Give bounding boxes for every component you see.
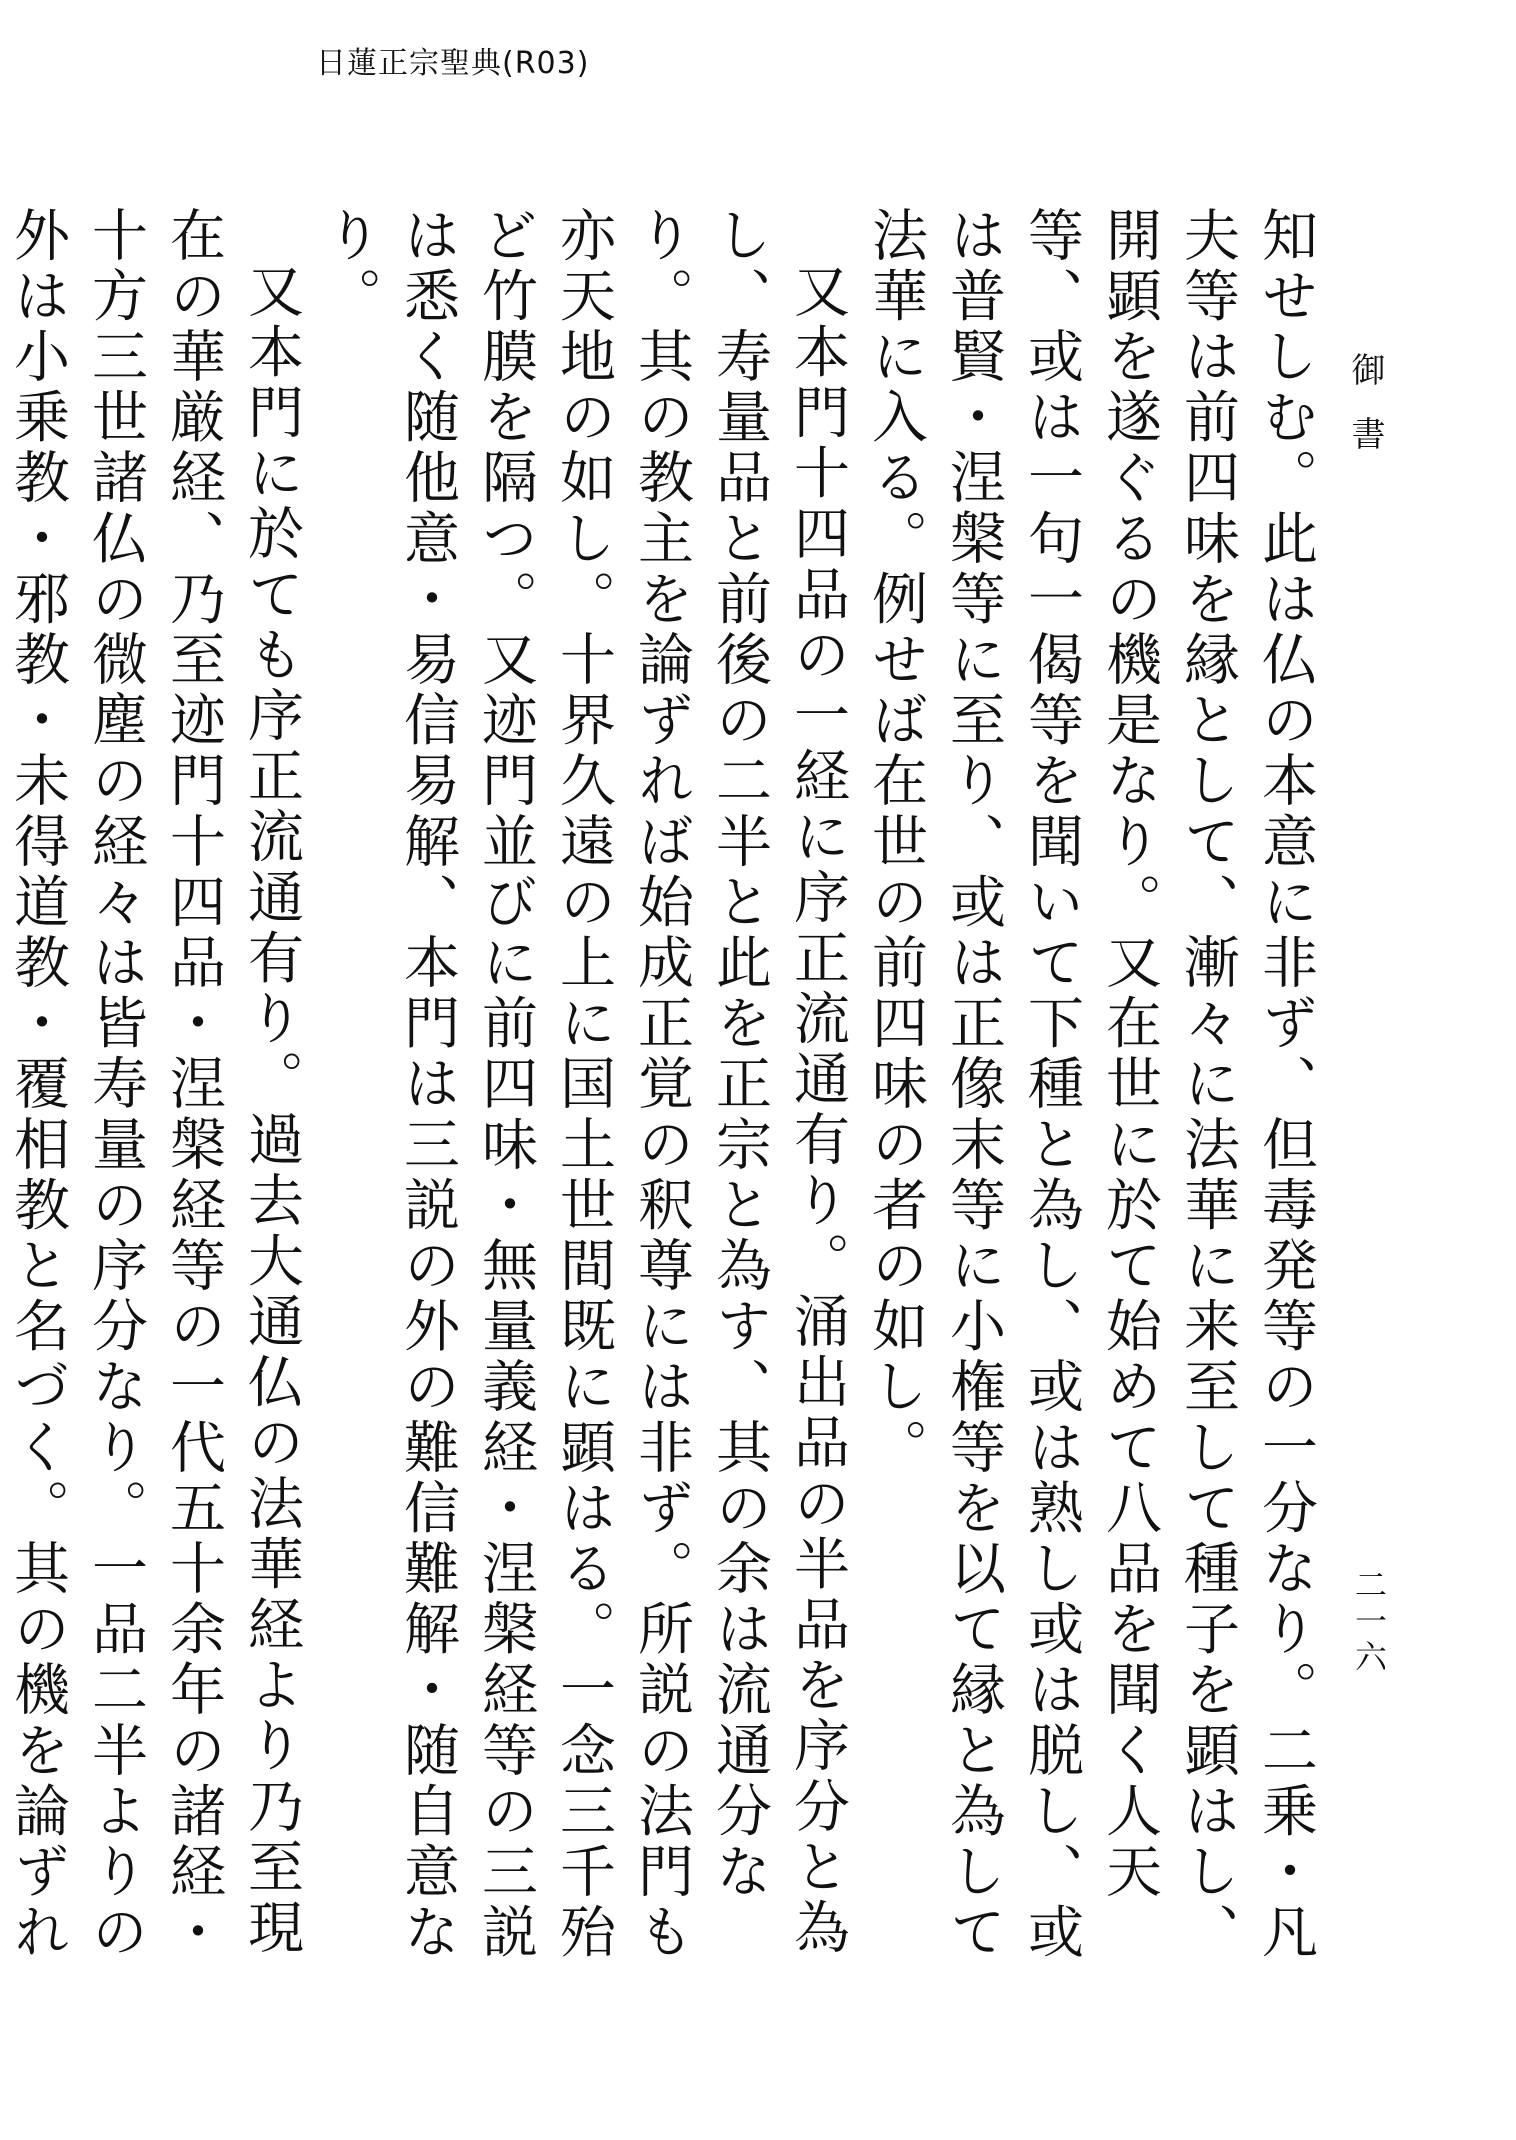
page-number: 二一六 [1350, 1568, 1388, 1676]
paragraph: 知せしむ。此は仏の本意に非ず、但毒発等の一分なり。二乗・凡夫等は前四味を縁として、漸々に法華に来至して種子を顕はし、開顕を遂ぐるの機是なり。又在世に於て始めて八品を聞く人天等、或は一句一偈等を聞いて下種と為し、或は熟し或は脱し、或は普賢・涅槃等に至り、或は正像末等に小権等を以て縁と為して法華に入る。例せば在世の前四味の者の如し。 [863, 206, 1318, 1964]
running-head: 御書 [1345, 352, 1385, 480]
paragraph: 又本門十四品の一経に序正流通有り。涌出品の半品を序分と為し、寿量品と前後の二半と此を正宗と為す、其の余は流通分なり。其の教主を論ずれば始成正覚の釈尊には非ず。所説の法門も亦天地の如し。十界久遠の上に国土世間既に顕はる。一念三千殆ど竹膜を隔つ。又迹門並びに前四味・無量義経・涅槃経等の三説は悉く随他意・易信易解、本門は三説の外の難信難解・随自意なり。 [317, 206, 850, 1964]
paragraph: 又本門に於ても序正流通有り。過去大通仏の法華経より乃至現在の華厳経、乃至迹門十四品・涅槃経等の一代五十余年の諸経・十方三世諸仏の微塵の経々は皆寿量の序分なり。一品二半よりの外は小乗教・邪教・未得道教・覆相教と名づく。其の機を論ずれ [5, 206, 304, 1964]
document-title: 日蓮正宗聖典(R03) [316, 46, 590, 81]
body-text [5, 206, 1324, 1986]
